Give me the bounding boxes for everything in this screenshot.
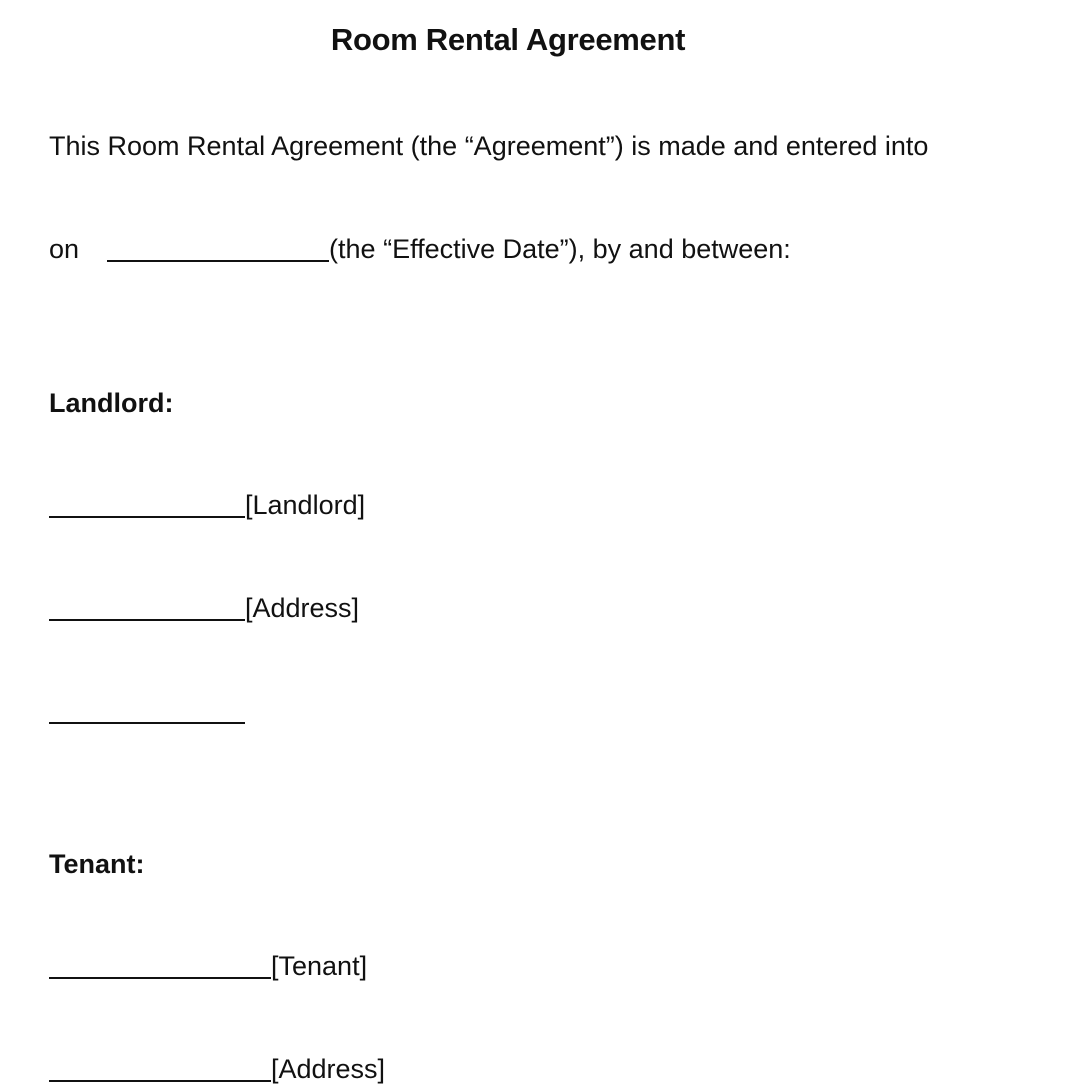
intro-on-text: on bbox=[49, 234, 80, 264]
document-title: Room Rental Agreement bbox=[330, 22, 686, 57]
landlord-address-line bbox=[49, 595, 359, 622]
landlord-address-line-2 bbox=[49, 698, 245, 725]
landlord-address-blank-2[interactable] bbox=[49, 698, 245, 724]
tenant-name-label: [Tenant] bbox=[271, 951, 368, 981]
tenant-name-line bbox=[49, 953, 367, 980]
landlord-name-line bbox=[49, 492, 365, 519]
tenant-address-blank[interactable] bbox=[49, 1056, 271, 1082]
landlord-name-blank[interactable] bbox=[49, 492, 245, 518]
tenant-name-blank[interactable] bbox=[49, 953, 271, 979]
landlord-heading: Landlord: bbox=[49, 388, 174, 418]
landlord-name-label: [Landlord] bbox=[245, 490, 366, 520]
tenant-address-line bbox=[49, 1056, 385, 1083]
tenant-heading: Tenant: bbox=[49, 849, 145, 879]
intro-line-1: This Room Rental Agreement (the “Agreement”) is made and entered into bbox=[49, 131, 929, 161]
intro-line-2-text: (the “Effective Date”), by and between: bbox=[329, 234, 791, 264]
landlord-address-blank[interactable] bbox=[49, 595, 245, 621]
effective-date-blank[interactable] bbox=[107, 236, 329, 262]
landlord-address-label: [Address] bbox=[245, 593, 360, 623]
intro-line-2 bbox=[49, 236, 791, 263]
tenant-address-label: [Address] bbox=[271, 1054, 386, 1084]
